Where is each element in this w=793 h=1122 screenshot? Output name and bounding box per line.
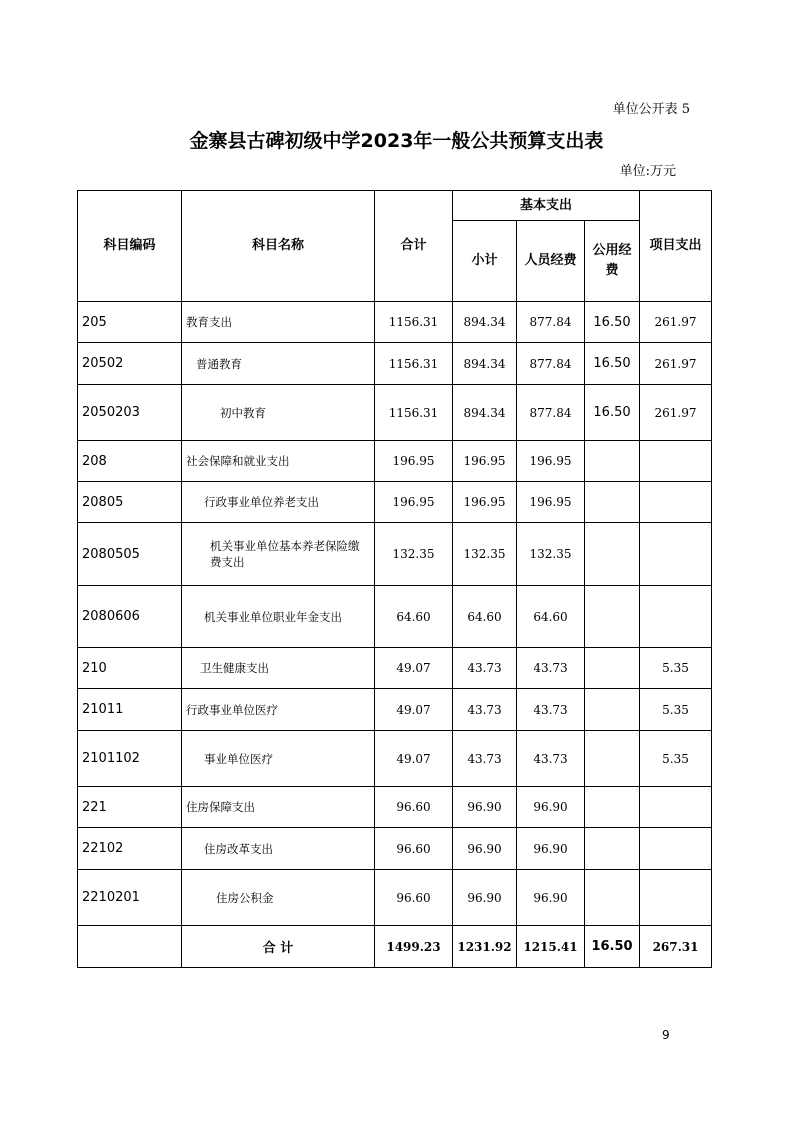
table-row (78, 302, 712, 343)
row-public (585, 689, 640, 731)
table-number-label: 单位公开表 5 (612, 102, 690, 117)
row-name: 卫生健康支出 (182, 648, 375, 689)
row-name: 机关事业单位基本养老保险缴费支出 (182, 523, 375, 586)
row-public (585, 731, 640, 787)
row-total: 49.07 (375, 648, 453, 689)
row-project (640, 586, 712, 648)
row-personnel: 132.35 (517, 523, 585, 586)
row-code: 21011 (78, 689, 182, 731)
row-personnel: 196.95 (517, 482, 585, 523)
row-name: 住房公积金 (182, 870, 375, 926)
table-row (78, 482, 712, 523)
row-project: 5.35 (640, 648, 712, 689)
header-code: 科目编码 (78, 191, 182, 302)
row-code: 2210201 (78, 870, 182, 926)
row-personnel: 64.60 (517, 586, 585, 648)
row-public (585, 586, 640, 648)
budget-rows (78, 302, 712, 926)
row-total: 96.60 (375, 787, 453, 828)
table-row (78, 828, 712, 870)
row-code: 221 (78, 787, 182, 828)
row-total: 196.95 (375, 482, 453, 523)
row-subtotal: 96.90 (453, 828, 517, 870)
row-personnel: 196.95 (517, 441, 585, 482)
row-name: 教育支出 (182, 302, 375, 343)
table-row (78, 441, 712, 482)
row-public (585, 787, 640, 828)
row-personnel: 877.84 (517, 343, 585, 385)
row-public: 16.50 (585, 385, 640, 441)
row-total: 96.60 (375, 828, 453, 870)
row-name: 行政事业单位医疗 (182, 689, 375, 731)
row-public (585, 482, 640, 523)
row-total: 1156.31 (375, 343, 453, 385)
row-public (585, 648, 640, 689)
row-public: 16.50 (585, 343, 640, 385)
row-name: 社会保障和就业支出 (182, 441, 375, 482)
row-code: 20502 (78, 343, 182, 385)
row-public (585, 870, 640, 926)
row-code: 20805 (78, 482, 182, 523)
row-code: 210 (78, 648, 182, 689)
row-personnel: 43.73 (517, 648, 585, 689)
row-project (640, 482, 712, 523)
row-code: 2080505 (78, 523, 182, 586)
header-project: 项目支出 (640, 191, 712, 302)
header-total: 合计 (375, 191, 453, 302)
row-total: 49.07 (375, 689, 453, 731)
total-row (78, 926, 712, 968)
row-project (640, 523, 712, 586)
row-public: 16.50 (585, 302, 640, 343)
page-title: 金寨县古碑初级中学2023年一般公共预算支出表 (189, 130, 604, 152)
row-subtotal: 43.73 (453, 731, 517, 787)
table-row (78, 648, 712, 689)
row-personnel: 43.73 (517, 689, 585, 731)
row-project: 261.97 (640, 302, 712, 343)
header-personnel: 人员经费 (517, 221, 585, 302)
row-code: 22102 (78, 828, 182, 870)
row-total: 64.60 (375, 586, 453, 648)
row-project (640, 787, 712, 828)
row-name: 普通教育 (182, 343, 375, 385)
unit-label: 单位:万元 (619, 164, 676, 179)
row-subtotal: 64.60 (453, 586, 517, 648)
row-public (585, 828, 640, 870)
row-public (585, 441, 640, 482)
row-total: 49.07 (375, 731, 453, 787)
total-public: 16.50 (585, 926, 640, 968)
row-subtotal: 43.73 (453, 648, 517, 689)
total-total: 1499.23 (375, 926, 453, 968)
row-code: 205 (78, 302, 182, 343)
row-total: 1156.31 (375, 385, 453, 441)
row-code: 208 (78, 441, 182, 482)
row-total: 132.35 (375, 523, 453, 586)
row-project: 5.35 (640, 689, 712, 731)
table-row (78, 343, 712, 385)
table-row (78, 870, 712, 926)
row-personnel: 43.73 (517, 731, 585, 787)
row-project: 5.35 (640, 731, 712, 787)
row-name: 事业单位医疗 (182, 731, 375, 787)
total-personnel: 1215.41 (517, 926, 585, 968)
row-name: 住房保障支出 (182, 787, 375, 828)
header-basic: 基本支出 (453, 191, 640, 221)
row-personnel: 877.84 (517, 302, 585, 343)
row-name: 住房改革支出 (182, 828, 375, 870)
row-personnel: 96.90 (517, 828, 585, 870)
total-label: 合 计 (182, 926, 375, 968)
header-public: 公用经费 (585, 221, 640, 302)
row-subtotal: 196.95 (453, 441, 517, 482)
row-project (640, 828, 712, 870)
row-subtotal: 43.73 (453, 689, 517, 731)
header-subtotal: 小计 (453, 221, 517, 302)
row-subtotal: 894.34 (453, 302, 517, 343)
row-total: 196.95 (375, 441, 453, 482)
row-personnel: 877.84 (517, 385, 585, 441)
row-personnel: 96.90 (517, 870, 585, 926)
row-subtotal: 96.90 (453, 787, 517, 828)
total-code-cell (78, 926, 182, 968)
table-row (78, 523, 712, 586)
table-row (78, 787, 712, 828)
row-project: 261.97 (640, 343, 712, 385)
row-subtotal: 894.34 (453, 343, 517, 385)
row-name: 初中教育 (182, 385, 375, 441)
row-subtotal: 96.90 (453, 870, 517, 926)
budget-table (77, 190, 712, 968)
total-subtotal: 1231.92 (453, 926, 517, 968)
row-public (585, 523, 640, 586)
row-subtotal: 132.35 (453, 523, 517, 586)
total-project: 267.31 (640, 926, 712, 968)
row-code: 2080606 (78, 586, 182, 648)
header-name: 科目名称 (182, 191, 375, 302)
table-row (78, 689, 712, 731)
row-personnel: 96.90 (517, 787, 585, 828)
row-total: 1156.31 (375, 302, 453, 343)
page-number: 9 (662, 1028, 670, 1042)
table-row (78, 731, 712, 787)
row-code: 2101102 (78, 731, 182, 787)
row-subtotal: 196.95 (453, 482, 517, 523)
row-subtotal: 894.34 (453, 385, 517, 441)
row-name: 机关事业单位职业年金支出 (182, 586, 375, 648)
table-row (78, 586, 712, 648)
row-project (640, 870, 712, 926)
table-row (78, 385, 712, 441)
row-name: 行政事业单位养老支出 (182, 482, 375, 523)
row-project: 261.97 (640, 385, 712, 441)
row-project (640, 441, 712, 482)
row-code: 2050203 (78, 385, 182, 441)
row-total: 96.60 (375, 870, 453, 926)
